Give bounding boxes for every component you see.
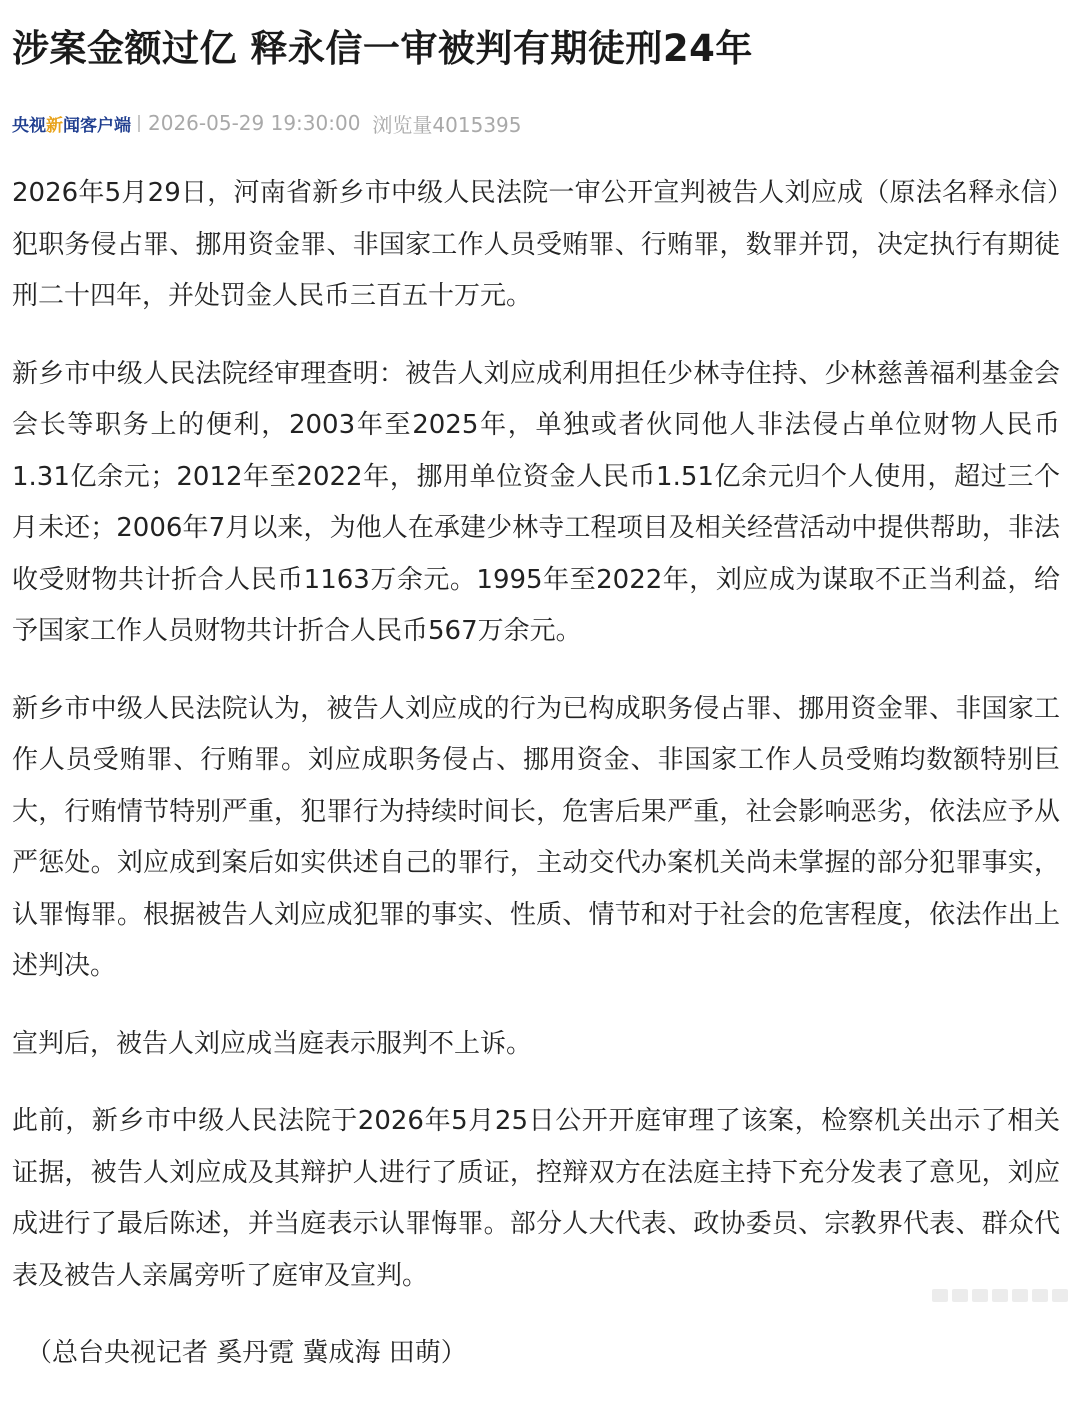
reporter-credit: （总台央视记者 奚丹霓 冀成海 田萌） — [26, 1338, 467, 1368]
watermark-mark — [1052, 1289, 1068, 1302]
article-title: 涉案金额过亿 释永信一审被判有期徒刑24年 — [12, 27, 753, 70]
source-logo[interactable] — [12, 111, 131, 136]
meta-divider — [138, 115, 140, 132]
article-paragraph: 此前，新乡市中级人民法院于2026年5月25日公开开庭审理了该案，检察机关出示了相关证据，被告人刘应成及其辩护人进行了质证，控辩双方在法庭主持下充分发表了意见，刘应成进行了最后陈述，并当庭表示认罪悔罪。部分人大代表、政协委员、宗教界代表、群众代表及被告人亲属旁听了庭审及宣判。 — [12, 1106, 1060, 1291]
watermark-mark — [1012, 1289, 1028, 1302]
article-paragraph: 宣判后，被告人刘应成当庭表示服判不上诉。 — [12, 1028, 533, 1059]
article-paragraph: 新乡市中级人民法院经审理查明：被告人刘应成利用担任少林寺住持、少林慈善福利基金会会长等职务上的便利，2003年至2025年，单独或者伙同他人非法侵占单位财物人民币1.31亿余元；2012年至2022年，挪用单位资金人民币1.51亿余元归个人使用，超过三个月未还；2006年7月以来，为他人在承建少林寺工程项目及相关经营活动中提供帮助，非法收受财物共计折合人民币1163万余元。1995年至2022年，刘应成为谋取不正当利益，给予国家工作人员财物共计折合人民币567万余元。 — [12, 358, 1060, 646]
watermark-mark — [1032, 1289, 1048, 1302]
watermark-mark — [992, 1289, 1008, 1302]
article-body — [12, 168, 1060, 1406]
publish-timestamp: 2026-05-29 19:30:00 — [148, 111, 361, 135]
watermark-mark — [952, 1289, 968, 1302]
article-paragraph: 2026年5月29日，河南省新乡市中级人民法院一审公开宣判被告人刘应成（原法名释永信）犯职务侵占罪、挪用资金罪、非国家工作人员受贿罪、行贿罪，数罪并罚，决定执行有期徒刑二十四年，并处罚金人民币三百五十万元。 — [12, 178, 1060, 311]
article-meta — [12, 108, 522, 138]
source-logo-prefix: 央视 — [12, 115, 46, 136]
source-logo-suffix: 闻客户端 — [63, 115, 131, 136]
view-count: 浏览量4015395 — [372, 112, 522, 137]
source-logo-accent: 新 — [46, 115, 63, 136]
watermark-mark — [932, 1289, 948, 1302]
article-paragraph: 新乡市中级人民法院认为，被告人刘应成的行为已构成职务侵占罪、挪用资金罪、非国家工作人员受贿罪、行贿罪。刘应成职务侵占、挪用资金、非国家工作人员受贿均数额特别巨大，行贿情节特别严重，犯罪行为持续时间长，危害后果严重，社会影响恶劣，依法应予从严惩处。刘应成到案后如实供述自己的罪行，主动交代办案机关尚未掌握的部分犯罪事实，认罪悔罪。根据被告人刘应成犯罪的事实、性质、情节和对于社会的危害程度，依法作出上述判决。 — [12, 693, 1060, 981]
watermark — [918, 1285, 1068, 1305]
watermark-mark — [972, 1289, 988, 1302]
